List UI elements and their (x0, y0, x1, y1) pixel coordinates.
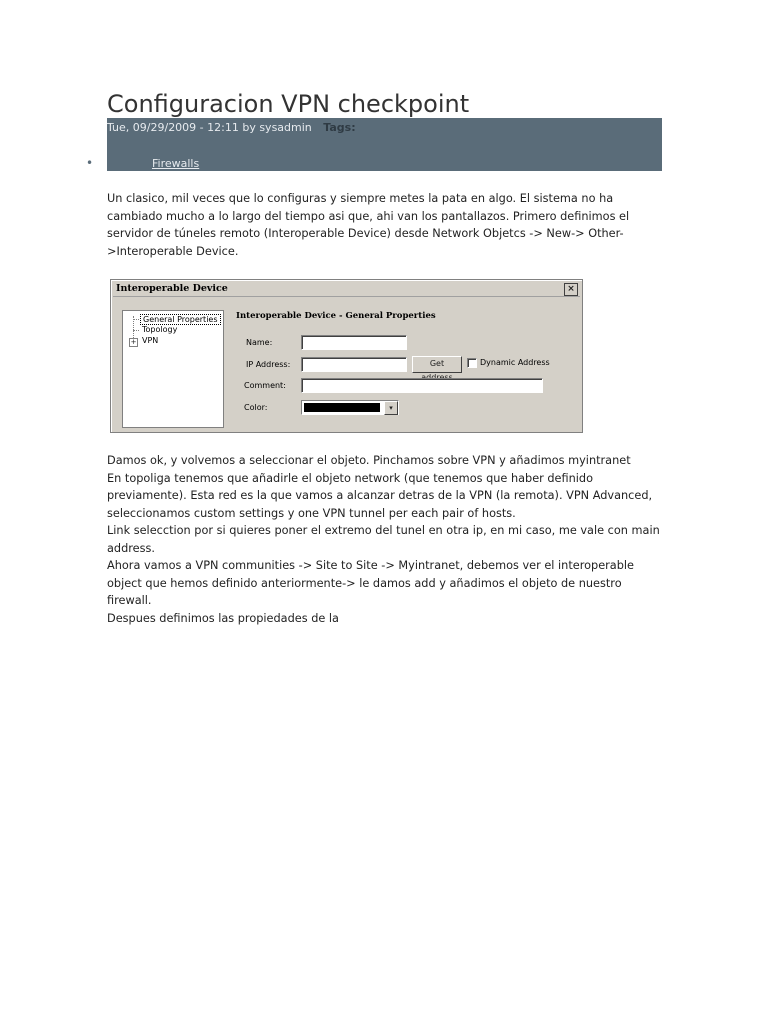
properties-tree (122, 310, 224, 428)
tag-bullet: • (86, 156, 94, 170)
tag-link-firewalls[interactable]: Firewalls (152, 157, 200, 170)
tree-item-vpn[interactable]: VPN (142, 336, 159, 345)
tree-item-general-properties[interactable]: General Properties (140, 314, 221, 325)
name-label: Name: (246, 338, 273, 347)
name-input[interactable] (301, 335, 407, 350)
dynamic-address-label: Dynamic Address (480, 358, 550, 367)
chevron-down-icon[interactable]: ▾ (384, 401, 398, 415)
close-icon[interactable]: × (564, 283, 578, 296)
expand-icon[interactable]: + (130, 338, 137, 346)
comment-input[interactable] (301, 378, 543, 393)
color-swatch (304, 403, 380, 412)
dialog-title: Interoperable Device (116, 283, 228, 294)
ip-address-input[interactable] (301, 357, 407, 372)
post-date-author: Tue, 09/29/2009 - 12:11 by sysadmin (107, 121, 312, 134)
paragraph-line: Ahora vamos a VPN communities -> Site to Site -> Myintranet, debemos ver el interoperable object que hemos definido anteriormente-> le damos add y añadimos el objeto de nuestro firewall. (107, 559, 634, 607)
paragraph-line: Damos ok, y volvemos a seleccionar el objeto. Pinchamos sobre VPN y añadimos myintranet (107, 454, 631, 467)
paragraph-line: En topoliga tenemos que añadirle el objeto network (que tenemos que haber definido previamente). Esta red es la que vamos a alcanzar detras de la VPN (la remota). VPN Advanced, seleccionamos custom settings y one VPN tunnel per each pair of hosts. (107, 471, 653, 520)
tree-connector (133, 319, 139, 320)
intro-paragraph: Un clasico, mil veces que lo configuras y siempre metes la pata en algo. El sistema no ha cambiado mucho a lo largo del tiempo asi que, ahi van los pantallazos. Primero definimos el servidor de túneles remoto (Interoperable Device) desde Network Objetcs -> New-> Other->Interoperable Device. (107, 192, 630, 258)
paragraph-line: Despues definimos las propiedades de la (107, 611, 339, 625)
post-meta (107, 121, 356, 134)
color-select[interactable] (301, 400, 399, 415)
dialog-titlebar (113, 282, 580, 297)
tree-connector (133, 330, 139, 331)
page-title: Configuracion VPN checkpoint (107, 90, 470, 118)
comment-label: Comment: (244, 381, 286, 390)
tree-item-topology[interactable]: Topology (142, 325, 178, 334)
interoperable-device-dialog (110, 279, 583, 433)
body-paragraphs (107, 452, 667, 627)
section-title: Interoperable Device - General Properties (236, 311, 436, 321)
paragraph-line: Link selecction por si quieres poner el extremo del tunel en otra ip, en mi caso, me vale con main address. (107, 524, 660, 555)
dynamic-address-checkbox[interactable] (467, 358, 477, 368)
get-address-button[interactable]: Get (412, 356, 462, 373)
ip-address-label: IP Address: (246, 360, 291, 369)
tags-label: Tags: (323, 121, 356, 134)
color-label: Color: (244, 403, 268, 412)
